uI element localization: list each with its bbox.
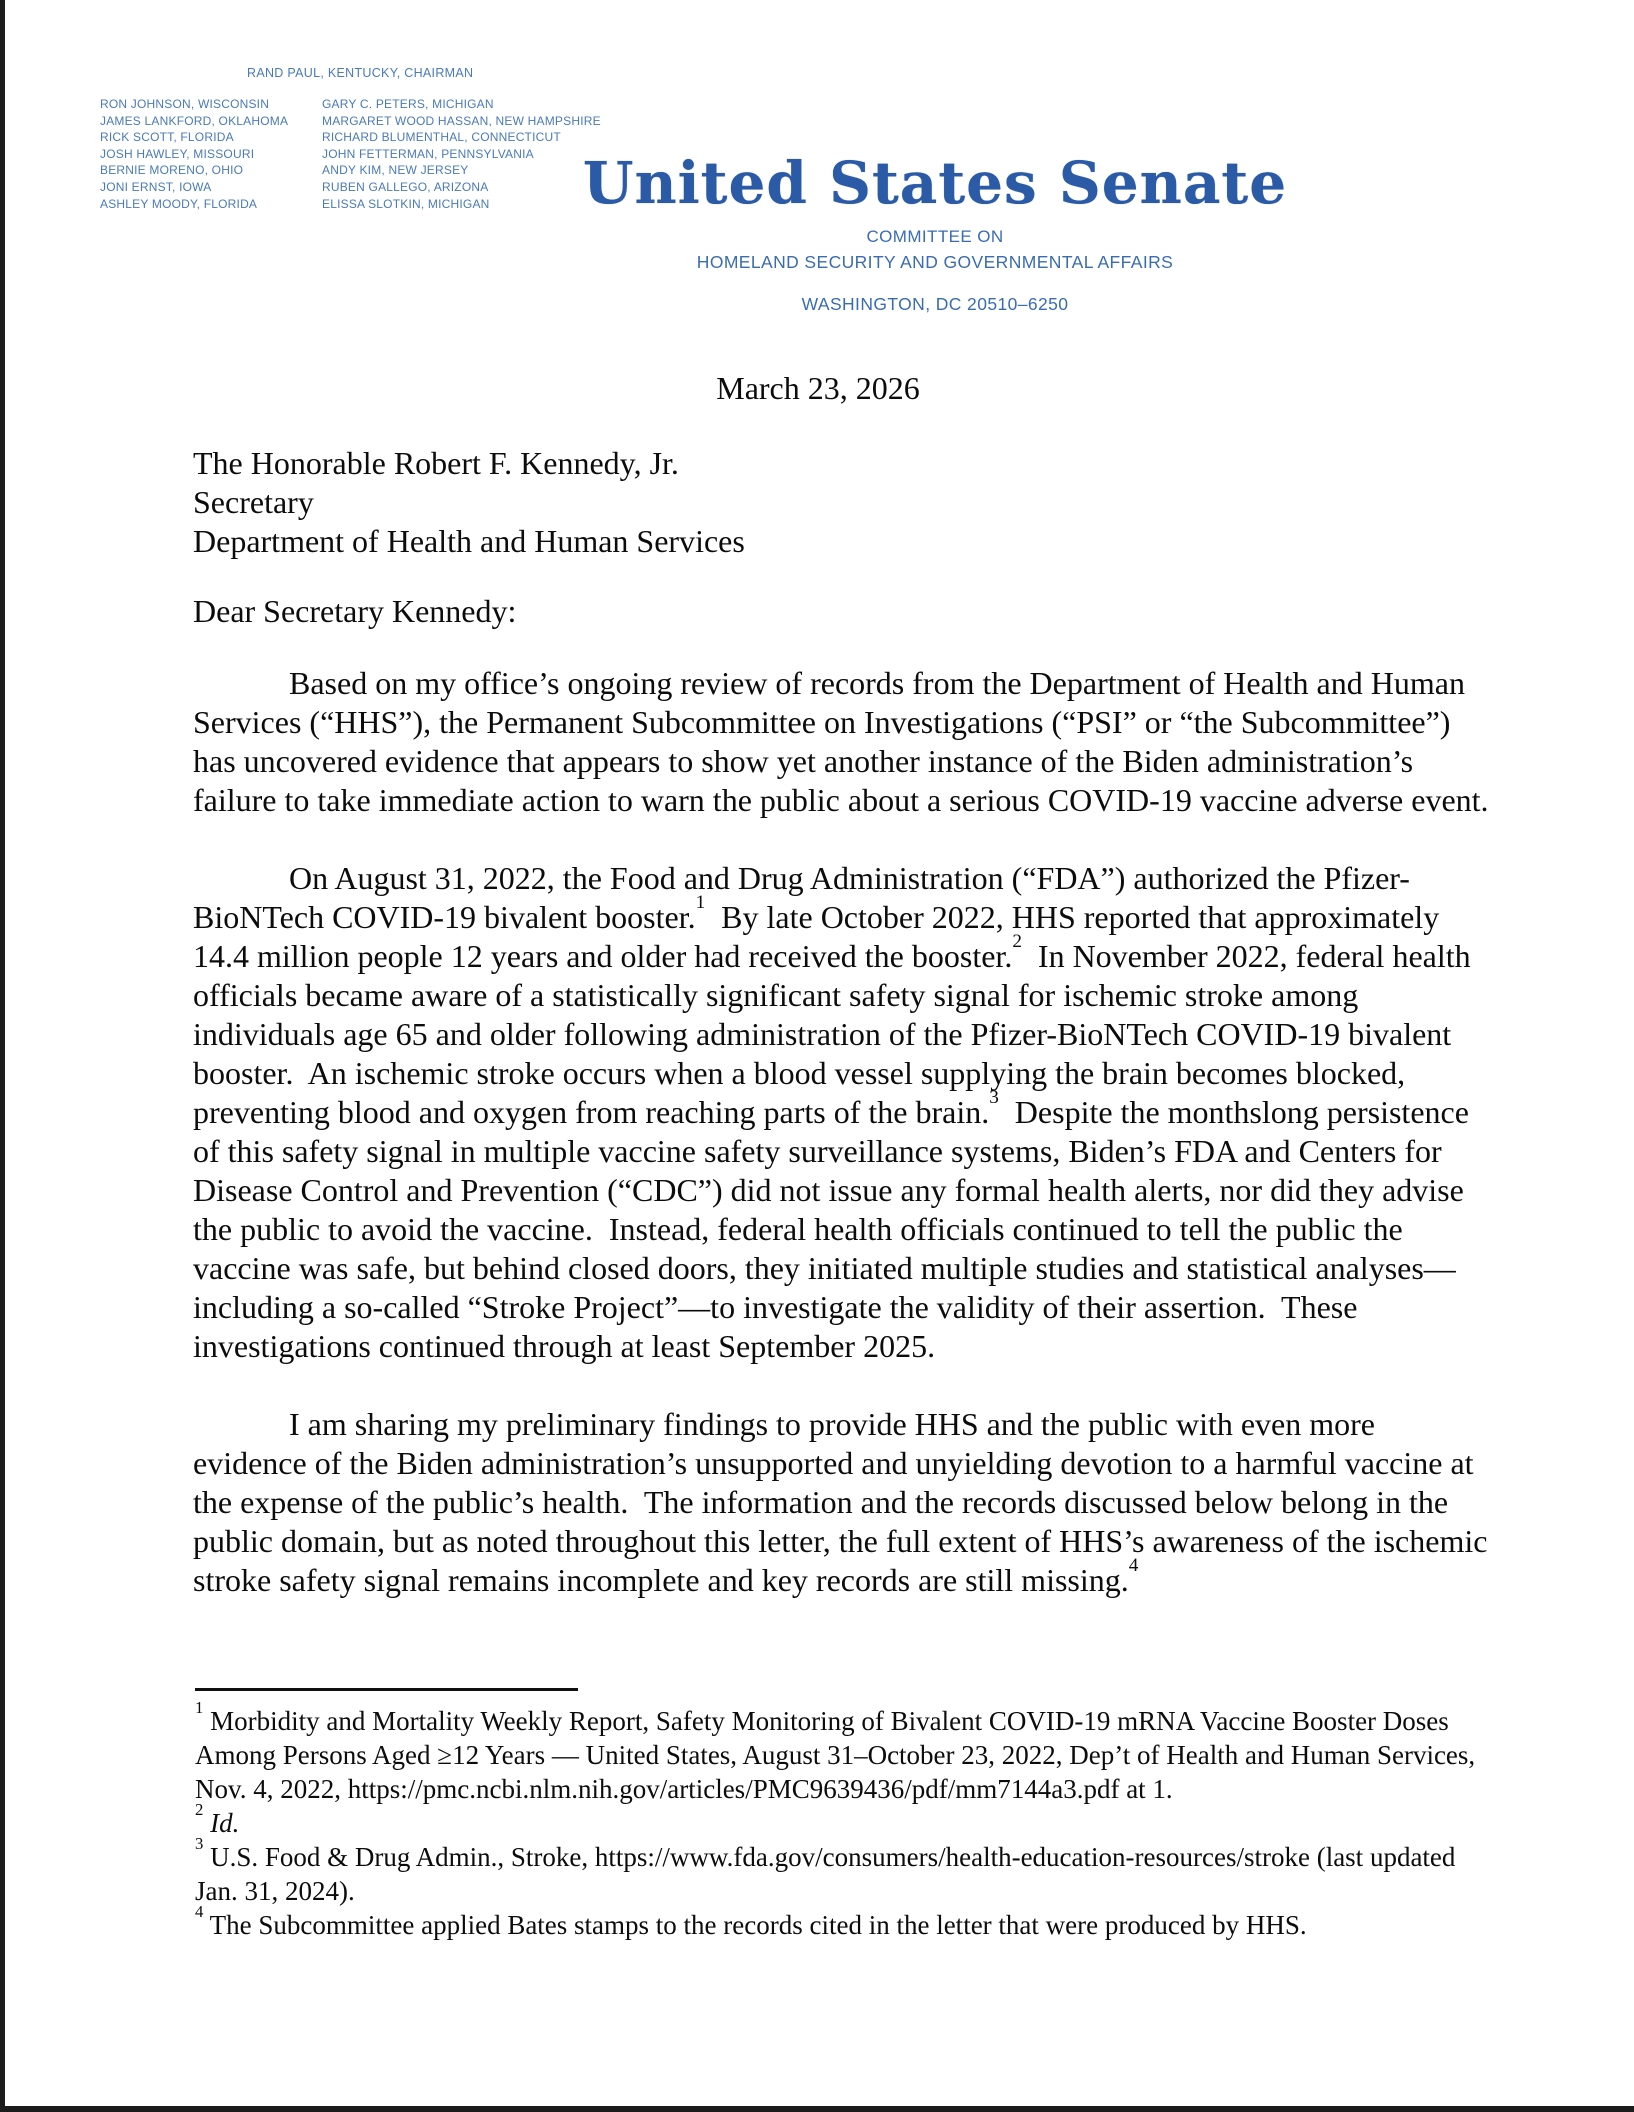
footnote: $^1$ Morbidity and Mortality Weekly Report, Safety Monitoring of Bivalent COVID-19 mRNA Vaccine Booster Doses Among Persons Aged ≥12 Years — United States, August 31–October 23, 2022, Dep’t of Health and Human Services, Nov. 4, 2022, https://pmc.ncbi.nlm.nih.gov/articles/PMC9639436/pdf/mm7144a3.pdf at 1. — [195, 1698, 1482, 1804]
committee-on-line: COMMITTEE ON — [866, 227, 1004, 246]
member-name: ASHLEY MOODY, FLORIDA — [100, 196, 258, 211]
member-name: RICHARD BLUMENTHAL, CONNECTICUT — [322, 130, 561, 145]
member-name: MARGARET WOOD HASSAN, NEW HAMPSHIRE — [322, 113, 601, 128]
member-name: GARY C. PETERS, MICHIGAN — [322, 97, 494, 111]
member-name: BERNIE MORENO, OHIO — [100, 163, 244, 178]
letter-paragraph: Based on my office’s ongoing review of records from the Department of Health and Human Services (“HHS”), the Permanent Subcommittee on Investigations (“PSI” or “the Subcommittee”) has uncovered evidence that appears to show yet another instance of the Biden administration’s failure to take immediate action to warn the public about a serious COVID-19 vaccine adverse event. — [193, 665, 1489, 818]
footnote-reference: 2 — [1012, 930, 1022, 952]
footnote: $^3$ U.S. Food & Drug Admin., Stroke, https://www.fda.gov/consumers/health-education-resources/stroke (last updated Jan. 31, 2024). — [195, 1834, 1463, 1906]
member-name: ANDY KIM, NEW JERSEY — [322, 163, 469, 178]
footnote-number: 3 — [195, 1834, 204, 1854]
footnote-number: 4 — [195, 1902, 204, 1922]
letter-paragraphs — [193, 664, 1495, 1639]
footnote-reference: 1 — [695, 891, 706, 913]
members-column-majority — [100, 96, 288, 212]
scan-edge-left — [0, 0, 5, 2112]
footnote-number: 1 — [195, 1698, 204, 1718]
footnote-reference: 4 — [1128, 1554, 1139, 1576]
member-name: JAMES LANKFORD, OKLAHOMA — [100, 113, 289, 128]
scan-edge-bottom — [0, 2106, 1634, 2112]
recipient-line: Secretary — [193, 484, 314, 520]
member-name: RON JOHNSON, WISCONSIN — [100, 97, 270, 111]
member-name: JOSH HAWLEY, MISSOURI — [100, 146, 255, 161]
letter-paragraph: I am sharing my preliminary findings to provide HHS and the public with even more evidence of the Biden administration’s unsupported and unyielding devotion to a harmful vaccine at the expense of the public’s health. The information and the records discussed below belong in the public domain, but as noted throughout this letter, the full extent of HHS’s awareness of the ischemic stroke safety signal remains incomplete and key records are still missing.$^4$ — [193, 1406, 1496, 1598]
member-name: JONI ERNST, IOWA — [100, 179, 212, 194]
letter-date: March 23, 2026 — [716, 370, 920, 406]
senate-title: United States Senate — [582, 149, 1288, 217]
letterhead-center-block — [460, 149, 1410, 315]
footnote-separator — [195, 1688, 578, 1691]
italic-text: Id. — [210, 1808, 240, 1838]
letter-paragraph: On August 31, 2022, the Food and Drug Administration (“FDA”) authorized the Pfizer-BioNTech COVID-19 bivalent booster.$^1$ By late October 2022, HHS reported that approximately 14.4 million people 12 years and older had received the booster.$^2$ In November 2022, federal health officials became aware of a statistically significant safety signal for ischemic stroke among individuals age 65 and older following administration of the Pfizer-BioNTech COVID-19 bivalent booster. An ischemic stroke occurs when a blood vessel supplying the brain becomes blocked, preventing blood and oxygen from reaching parts of the brain.$^3$ Despite the monthslong persistence of this safety signal in multiple vaccine safety surveillance systems, Biden’s FDA and Centers for Disease Control and Prevention (“CDC”) did not issue any formal health alerts, nor did they advise the public to avoid the vaccine. Instead, federal health officials continued to tell the public the vaccine was safe, but behind closed doors, they initiated multiple studies and statistical analyses—including a so-called “Stroke Project”—to investigate the validity of their assertion. These investigations continued through at least September 2025. — [193, 860, 1479, 1364]
footnote — [195, 1800, 1497, 1840]
recipient-line: Department of Health and Human Services — [193, 523, 745, 559]
recipient-block — [193, 444, 745, 561]
member-name: RICK SCOTT, FLORIDA — [100, 130, 234, 145]
member-name: ELISSA SLOTKIN, MICHIGAN — [322, 196, 490, 211]
salutation: Dear Secretary Kennedy: — [193, 593, 517, 629]
footnote: $^4$ The Subcommittee applied Bates stamps to the records cited in the letter that were produced by HHS. — [195, 1902, 1307, 1940]
footnote-reference: 3 — [989, 1086, 999, 1108]
washington-address-line: WASHINGTON, DC 20510–6250 — [801, 294, 1069, 314]
member-name: RUBEN GALLEGO, ARIZONA — [322, 179, 489, 194]
member-name: JOHN FETTERMAN, PENNSYLVANIA — [322, 146, 534, 161]
footnote-number: 2 — [195, 1800, 204, 1820]
chairman-line: RAND PAUL, KENTUCKY, CHAIRMAN — [247, 66, 474, 80]
recipient-line: The Honorable Robert F. Kennedy, Jr. — [193, 445, 679, 481]
committee-name-line: HOMELAND SECURITY AND GOVERNMENTAL AFFAIRS — [696, 252, 1174, 272]
footnotes-block — [195, 1698, 1497, 1942]
